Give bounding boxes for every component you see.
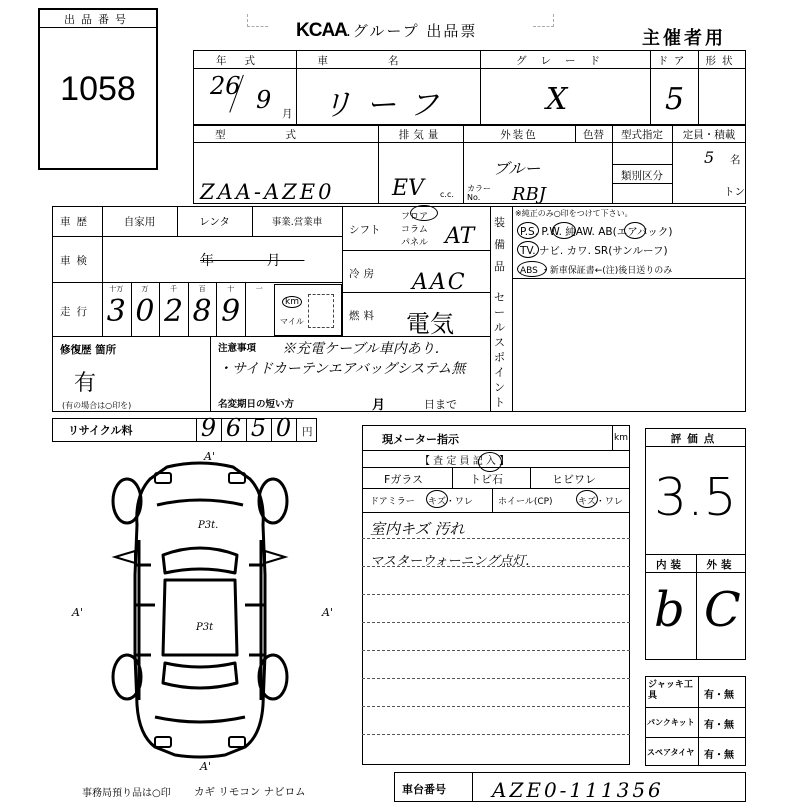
diagram-right-mark: A' (322, 606, 333, 619)
recycle-digit: 0 (275, 414, 292, 442)
month-unit: 月 (282, 108, 293, 120)
recycle-label: リサイクル料 (68, 424, 133, 437)
keys-note: 事務局預り品は○印 (82, 788, 171, 799)
wheel-options: キズ・ワレ (578, 497, 623, 507)
diagram-hood-mark: P3t. (198, 520, 219, 531)
equipment-line-2: TV. ナビ. カワ. SR(サンルーフ) (520, 245, 668, 257)
shape-label: 形状 (705, 55, 739, 67)
displacement-value: EV (392, 176, 424, 201)
car-damage-diagram (95, 455, 305, 765)
repair-label: 修復歴 箇所 (60, 344, 117, 356)
diagram-front-mark: A' (204, 450, 215, 463)
mileage-label: 走行 (60, 306, 93, 318)
score-value: 3.5 (654, 468, 737, 528)
capacity-value: 5 (704, 148, 715, 167)
exterior-value: C (704, 582, 741, 638)
mileage-digit-head: 十万 (109, 285, 124, 293)
km-label: km (282, 296, 302, 308)
shaken-label: 車検 (60, 255, 93, 267)
capacity-unit: 名 (730, 154, 741, 166)
sales-point-label: セールスポイント (494, 291, 505, 409)
model-designation-label: 型式指定 (621, 129, 663, 141)
diagram-rear-mark: A' (200, 760, 211, 773)
fuel-value: 電気 (406, 310, 454, 338)
doors-label: ドア (657, 55, 691, 67)
inspection-title: 【 査 定 員 記 入 】 (420, 456, 510, 467)
history-option-rental: レンタ (199, 216, 230, 228)
grade-label: グレード (516, 55, 614, 67)
shift-option-panel: パネル (401, 238, 429, 248)
chassis-label: 車台番号 (402, 783, 446, 796)
mile-label: マイル (280, 317, 304, 326)
mileage-digit: 9 (221, 294, 241, 329)
recycle-digit: 5 (250, 414, 267, 442)
tool-spare-tire-value: 有・無 (704, 750, 734, 761)
mileage-digit: 3 (106, 294, 126, 329)
color-value: ブルー (493, 159, 541, 178)
repair-note: (有の場合は○印を) (62, 401, 132, 410)
rename-month: 月 (372, 398, 386, 413)
grade-value: X (546, 82, 568, 117)
form-title: .グループ 出品票 (346, 22, 478, 40)
shift-label: シフト (349, 224, 381, 236)
recycle-unit: 円 (302, 426, 313, 438)
score-label: 評価点 (670, 433, 721, 445)
color-label: 外装色 (500, 129, 538, 141)
lot-number-label: 出品番号 (64, 13, 132, 26)
color-no-label: カラーNo. (467, 184, 491, 202)
caution-line-1: ※充電ケーブル車内あり. (282, 341, 440, 357)
repair-value: 有 (74, 371, 97, 396)
equipment-line-1: P.S. P.W. 純AW. AB(エアバック) (520, 226, 673, 238)
interior-label: 内装 (656, 559, 685, 571)
keys-items: カギ リモコン ナビロム (194, 786, 306, 798)
name-label: 車名 (317, 55, 459, 67)
shift-option-column: コラム (401, 225, 428, 235)
capacity-label: 定員・積載 (682, 129, 736, 141)
history-label: 車歴 (60, 216, 93, 228)
mileage-digit-head: 万 (141, 285, 149, 293)
ac-value: AAC (412, 270, 467, 295)
tool-puncture-kit-label: パンクキット (647, 718, 695, 727)
equipment-note: ※純正のみ○印をつけて下さい。 (515, 209, 633, 218)
fuel-label: 燃料 (349, 310, 378, 322)
interior-value: b (654, 582, 685, 638)
tool-jack-label: ジャッキ工具 (648, 680, 693, 701)
rename-day: 日まで (424, 398, 457, 411)
brand-logo: KCAA (296, 20, 347, 41)
tobi-kizu-label: トビ石 (470, 473, 503, 486)
hibi-ware-label: ヒビワレ (552, 473, 596, 486)
equipment-side-label: 装備品 (494, 216, 505, 273)
model-value: ZAA-AZE0 (200, 180, 335, 204)
mileage-digit: 0 (135, 294, 155, 329)
tool-spare-tire-label: スペアタイヤ (647, 748, 695, 757)
shift-value: AT (445, 224, 475, 249)
history-option-business: 事業.営業車 (271, 217, 323, 228)
mileage-digit-head: 千 (169, 285, 177, 293)
mileage-digit: 2 (163, 294, 184, 329)
ton-unit: トン (724, 186, 745, 198)
mileage-digit-head: 十 (227, 285, 235, 293)
mileage-digit-head: 百 (198, 285, 206, 293)
ac-label: 冷房 (349, 268, 378, 280)
meter-label: 現メーター指示 (382, 433, 459, 446)
year-value: 26 (210, 72, 241, 100)
car-name: リーフ (322, 88, 453, 123)
mileage-digit-head: 一 (255, 285, 263, 293)
inspection-note-1: 室内キズ 汚れ (370, 520, 465, 538)
year-label: 年式 (216, 55, 273, 67)
diagram-roof-mark: P3t (196, 622, 214, 633)
caution-label: 注意事項 (218, 343, 257, 354)
mirror-options: キズ・ワレ (428, 497, 473, 507)
tool-puncture-kit-value: 有・無 (704, 720, 734, 731)
meter-unit: km (614, 433, 628, 443)
caution-line-2: ・サイドカーテンエアバッグシステム無 (218, 361, 466, 377)
color-no-value: RBJ (512, 184, 546, 205)
category-label: 類別区分 (621, 170, 663, 182)
shaken-value: 年 月 (200, 253, 305, 269)
model-label: 型式 (215, 129, 356, 141)
chassis-value: AZE0-111356 (492, 778, 664, 802)
recycle-digit: 9 (200, 414, 217, 442)
door-mirror-label: ドアミラー (370, 497, 415, 507)
f-glass-label: Fガラス (384, 473, 423, 486)
wheel-label: ホイール(CP) (498, 497, 553, 507)
month-value: 9 (256, 86, 272, 114)
shift-option-floor: フロア (401, 212, 429, 222)
rename-deadline-label: 名変期日の短い方 (218, 399, 295, 410)
recycle-digit: 6 (225, 414, 242, 442)
organizer-label: 主催者用 (642, 28, 726, 49)
exterior-label: 外装 (706, 559, 736, 571)
lot-number: 1058 (60, 70, 136, 108)
color-change-label: 色替 (583, 129, 604, 141)
displacement-label: 排気量 (398, 129, 443, 141)
tool-jack-value: 有・無 (704, 690, 734, 701)
equipment-line-3: ABS ・新車保証書←(注)後日送りのみ (520, 266, 673, 276)
history-option-private: 自家用 (123, 216, 156, 228)
inspection-note-2: マスターウォーニング点灯. (370, 554, 530, 569)
cc-label: c.c. (440, 190, 454, 199)
doors-value: 5 (665, 82, 685, 117)
mileage-digit: 8 (192, 294, 212, 329)
recycle-digit-cell (296, 418, 297, 442)
diagram-left-mark: A' (72, 606, 83, 619)
